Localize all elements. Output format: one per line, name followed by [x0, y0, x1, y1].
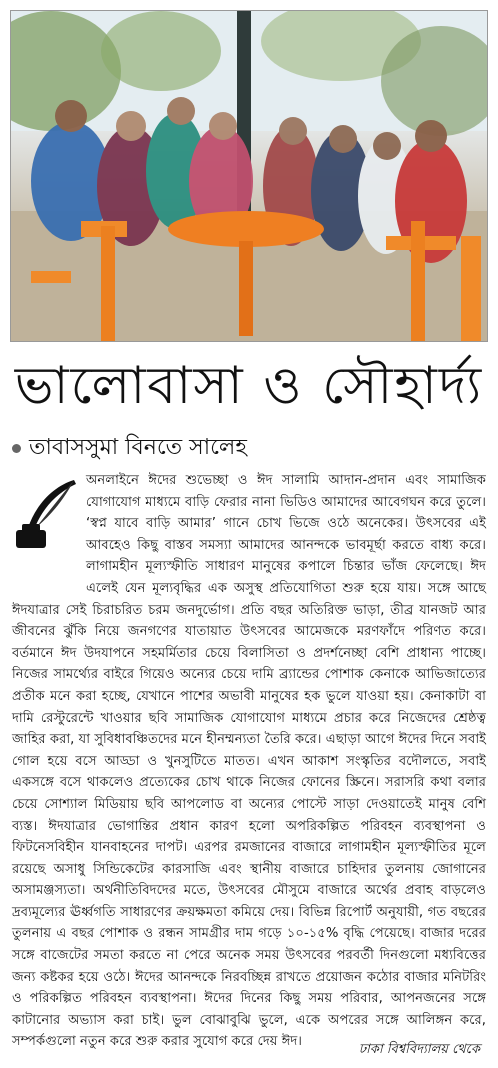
- icon-spacer: [12, 470, 86, 578]
- headline: ভালোবাসা ও সৌহার্দ্য: [14, 356, 484, 416]
- signoff: ঢাকা বিশ্ববিদ্যালয় থেকে: [358, 1042, 480, 1057]
- body-paragraph: অনলাইনে ঈদের শুভেচ্ছা ও ঈদ সালামি আদান-প্রদান এবং সামাজিক যোগাযোগ মাধ্যমে বাড়ি ফেরার নানা ভিডিও আমাদের আবেগঘন করে তুলে। ‘স্বপ্ন যাবে বাড়ি আমার’ গানে চোখ ভিজে ওঠে অনেকের। উৎসবের এই আবহেও কিছু বাস্তব সমস্যা আমাদের আনন্দকে ভাবমূর্ছা করতে বাধ্য করে। লাগামহীন মূল্যস্ফীতি সাধারণ মানুষের কপালে চিন্তার ভাঁজ ফেলেছে। ঈদ এলেই যেন মূল্যবৃদ্ধির এক অসুস্থ প্রতিযোগিতা শুরু হয়ে যায়। সঙ্গে আছে ঈদযাত্রার সেই চিরাচরিত চরম জনদুর্ভোগ। প্রতি বছর অতিরিক্ত ভাড়া, তীব্র যানজট আর জীবনের ঝুঁকি নিয়ে জনগণের যাতায়াত উৎসবের আমেজকে মরণফাঁদে পরিণত করে। বর্তমানে ঈদ উদযাপনে সহমর্মিতার চেয়ে বিলাসিতা ও প্রদর্শনেচ্ছা বেশি প্রাধান্য পাচ্ছে। নিজের সামর্থ্যের বাইরে গিয়েও অন্যের চেয়ে দামি ব্র্যান্ডের পোশাক কেনাকে আভিজাত্যের প্রতীক মনে করা হচ্ছে, যেখানে পাশের অভাবী মানুষের হক ভুলে যাওয়া হয়। কেনাকাটা বা দামি রেস্টুরেন্টে খাওয়ার ছবি সামাজিক যোগাযোগ মাধ্যমে প্রচার করে নিজেদের শ্রেষ্ঠত্ব জাহির করা, যা সুবিধাবঞ্চিতদের মনে হীনম্মন্যতা তৈরি করে। এছাড়া আগে ঈদের দিনে সবাই গোল হয়ে বসে আড্ডা ও খুনসুটিতে মাতত। এখন আকাশ সংস্কৃতির বদৌলতে, সবাই একসঙ্গে বসে থাকলেও প্রত্যেকের চোখ থাকে নিজের ফোনের স্ক্রিনে। সরাসরি কথা বলার চেয়ে সোশ্যাল মিডিয়ায় ছবি আপলোড বা অন্যের পোস্টে সাড়া দেওয়াতেই মানুষ বেশি ব্যস্ত। ঈদযাত্রার ভোগান্তির প্রধান কারণ হলো অপরিকল্পিত পরিবহন ব্যবস্থাপনা ও ফিটনেসবিহীন যানবাহনের দাপট। এরপর রমজানের বাজারে লাগামহীন মূল্যস্ফীতির মূলে রয়েছে অসাধু সিন্ডিকেটের কারসাজি এবং স্থানীয় বাজারে চাহিদার তুলনায় জোগানের অসামঞ্জস্যতা। অর্থনীতিবিদদের মতে, উৎসবের মৌসুমে বাজারে অর্থের প্রবাহ বাড়লেও দ্রব্যমূল্যের ঊর্ধ্বগতি সাধারণের ক্রয়ক্ষমতা কমিয়ে দেয়। বিভিন্ন রিপোর্ট অনুযায়ী, গত বছরের তুলনায় এ বছর পোশাক ও রন্ধন সামগ্রীর দাম গড়ে ১০-১৫% বৃদ্ধি পেয়েছে। বাজার দরের সঙ্গে বাজেটের সমতা করতে না পেরে অনেক সময় উৎসবের পরবর্তী দিনগুলো মধ্যবিত্তের জন্য কষ্টকর হয়ে ওঠে। ঈদের আনন্দকে নিরবচ্ছিন্ন রাখতে প্রয়োজন কঠোর বাজার মনিটরিং ও পরিকল্পিত পরিবহন ব্যবস্থাপনা। ঈদের দিনের কিছু সময় পরিবার, আপনজনের সঙ্গে কাটানোর অভ্যাস করা চাই। ভুল বোঝাবুঝি ভুলে, একে অপরের সঙ্গে আলিঙ্গন করে, সম্পর্কগুলো নতুন করে শুরু করার সুযোগ করে দেয় ঈদ।: [12, 473, 486, 1050]
- article-photo: [10, 10, 488, 342]
- byline: [12, 432, 247, 464]
- group-photo-image: [11, 11, 487, 341]
- bullet-dot: [12, 444, 21, 453]
- author-name: তাবাসসুমা বিনতে সালেহ: [29, 435, 247, 460]
